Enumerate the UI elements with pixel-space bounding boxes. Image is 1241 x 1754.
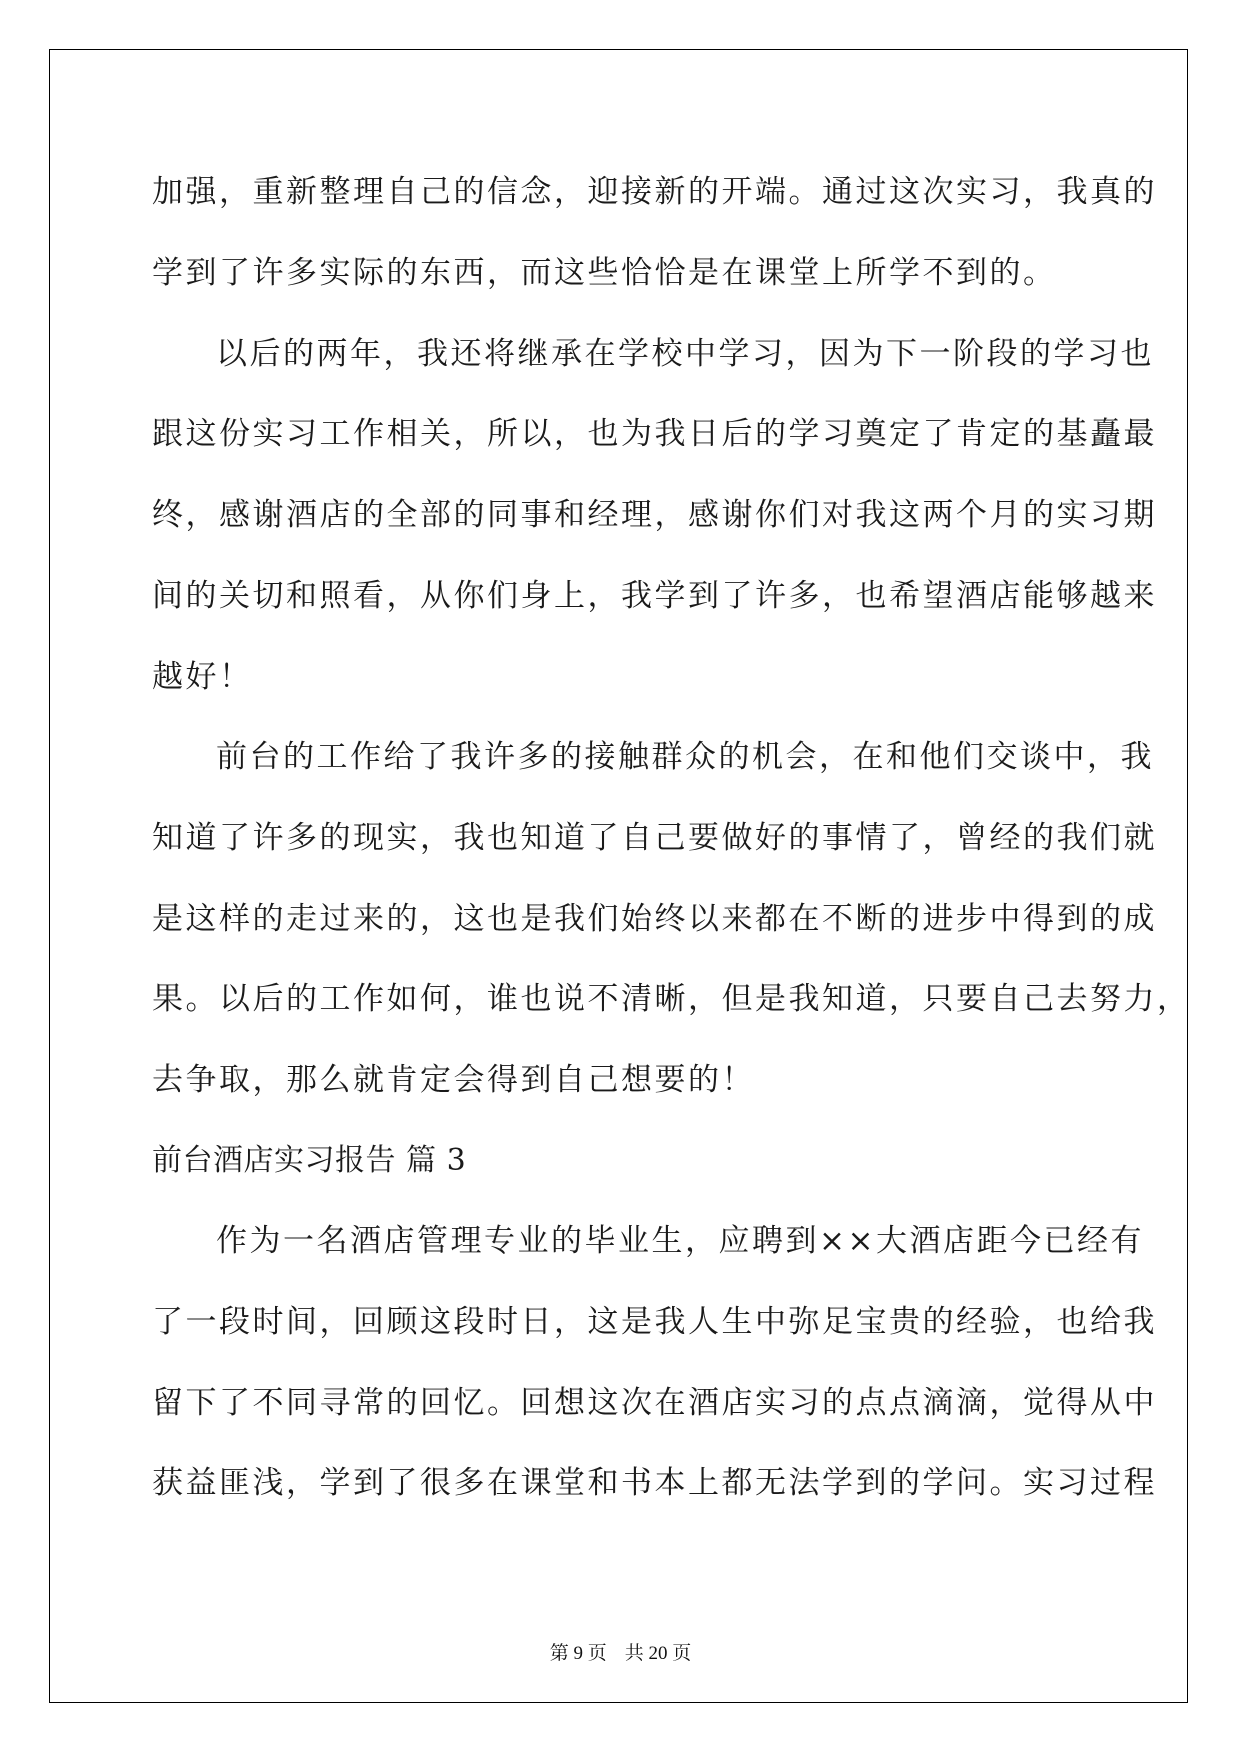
text-line: 留下了不同寻常的回忆。回想这次在酒店实习的点点滴滴，觉得从中	[152, 1385, 1157, 1421]
text-line: 知道了许多的现实，我也知道了自己要做好的事情了，曾经的我们就	[152, 820, 1157, 856]
text-line: 获益匪浅，学到了很多在课堂和书本上都无法学到的学问。实习过程	[152, 1465, 1157, 1501]
text-line: 果。以后的工作如何，谁也说不清晰，但是我知道，只要自己去努力，	[152, 981, 1191, 1017]
text-line: 终，感谢酒店的全部的同事和经理，感谢你们对我这两个月的实习期	[152, 497, 1157, 533]
text-line: 去争取，那么就肯定会得到自己想要的！	[152, 1062, 755, 1098]
text-line: 越好！	[152, 659, 253, 695]
text-line: 以后的两年，我还将继承在学校中学习，因为下一阶段的学习也	[216, 336, 1154, 372]
text-line: 跟这份实习工作相关，所以，也为我日后的学习奠定了肯定的基矗最	[152, 416, 1157, 452]
text-line: 是这样的走过来的，这也是我们始终以来都在不断的进步中得到的成	[152, 901, 1157, 937]
text-line: 学到了许多实际的东西，而这些恰恰是在课堂上所学不到的。	[152, 255, 1057, 291]
text-line: 作为一名酒店管理专业的毕业生，应聘到××大酒店距今已经有	[216, 1223, 1144, 1259]
text-line: 间的关切和照看，从你们身上，我学到了许多，也希望酒店能够越来	[152, 578, 1157, 614]
text-line: 加强，重新整理自己的信念，迎接新的开端。通过这次实习，我真的	[152, 174, 1157, 210]
page-border	[49, 49, 1188, 1703]
page-number: 第 9 页	[549, 1643, 607, 1664]
section-heading: 前台酒店实习报告 篇 3	[152, 1143, 467, 1178]
text-line: 了一段时间，回顾这段时日，这是我人生中弥足宝贵的经验，也给我	[152, 1304, 1157, 1340]
text-line: 前台的工作给了我许多的接触群众的机会，在和他们交谈中，我	[216, 739, 1154, 775]
page-total: 共 20 页	[624, 1643, 692, 1664]
page-footer	[0, 1638, 1241, 1665]
